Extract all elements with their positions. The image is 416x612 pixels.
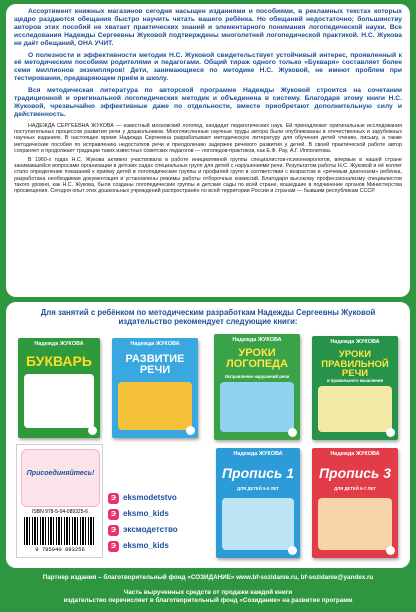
book-cover-uroki-logopeda [214, 334, 300, 440]
bio-paragraph: В 1960-х годах Н.С. Жукова активно участвовала в работе инициативной группы специалистов-психоневрологов, впервые в нашей стране занимавшейся вопросами организации в детских садах специальных групп для детей с нарушениями речи. Результатом работы Н.С. Жуковой и её коллег стало определение показаний к приёму детей в логопедические группы и профилей групп в соответствии с возрастом и «речевым диагнозом» ребёнка, разработана необходимая документация и установлены режимы работы отборочных комиссий. Благодаря высокому профессионализму специалистов такого уровня, как Н.С. Жукова, были созданы логопедические группы и детские сады по всей стране, вошедшие в подчинение органов Министерства просвещения. Сегодня опыт этих дошкольных учреждений распространён по всей территории России и странам — бывшим республикам СССР. [14, 156, 402, 195]
publisher-logo-icon [386, 428, 395, 437]
book-title: Пропись 3 [318, 465, 392, 481]
donation-line: Часть вырученных средств от продажи каждой книги [123, 589, 293, 596]
social-link[interactable] [108, 492, 208, 506]
book-illustration [318, 386, 392, 432]
barcode [24, 517, 96, 545]
barcode-number: 9 785040 893256 [35, 546, 85, 553]
book-illustration [24, 374, 94, 428]
book-illustration [318, 498, 392, 550]
donation-line: издательство перечисляет в благотворительный фонд «Созидание» на развитие программ [63, 597, 353, 604]
book-illustration [220, 382, 294, 432]
book-title: РАЗВИТИЕ РЕЧИ [125, 353, 185, 376]
book-author: Надежда ЖУКОВА [232, 337, 282, 343]
eksmo-logo-icon: Э [108, 493, 119, 504]
book-title: УРОКИ ЛОГОПЕДА [226, 347, 288, 370]
book-subtitle: ДЛЯ ДЕТЕЙ 5-6 ЛЕТ [237, 486, 279, 491]
social-link[interactable] [108, 524, 208, 538]
intro-paragraph: Вся методическая литература по авторской программе Надежды Жуковой строится на сочетании традиционной и оригинальной логопедических методик и объединена в систему. Благодаря этому книги Н.С. Жуковой, чрезвычайно эффективные даже по отдельности, вместе приобретают дополнительную силу и действенность. [14, 87, 402, 118]
book-cover-propis-3 [312, 448, 398, 558]
intro-paragraph: О полезности и эффективности методик Н.С. Жуковой свидетельствует устойчивый интерес, проявленный к её методическим пособиям родителями и педагогами. Общий тираж одного только «Букваря» составляет более семи миллионов экземпляров! Дети, занимающиеся по методике Н.С. Жуковой, не имеют проблем при тестировании, предваряющем приём в школу. [14, 51, 402, 83]
eksmo-logo-icon: Э [108, 509, 119, 520]
bio-paragraph: НАДЕЖДА СЕРГЕЕВНА ЖУКОВА — известный московский логопед, кандидат педагогических наук. Ей принадлежат оригинальные исследования поступательных процессов развития речи у дошкольников. Многочисленные научные труды автора были опубликованы в отечественных и зарубежных научных изданиях. В настоящее время Надежда Сергеевна разрабатывает методическую литературу для обучения детей чтению, письму, а также методические пособия по исправлению недостатков речи и преодолению задержек речевого развития у детей. В своей практической работе автор сохраняет и продолжает традиции таких известных советских педагогов — логопедов-практиков, как Е.Ф. Рау, А.Г. Ипполитова. [14, 122, 402, 155]
recommend-heading: Для занятий с ребёнком по методическим разработкам Надежды Сергеевны Жуковой издательство рекомендует следующие книги: [40, 308, 376, 327]
publisher-logo-icon [288, 428, 297, 437]
partner-line: Партнер издания – благотворительный фонд «СОЗИДАНИЕ» www.bf-sozidanie.ru, bf-sozidanie@yandex.ru [42, 574, 374, 581]
social-handle: eksmodetstvo [123, 493, 177, 502]
book-author: Надежда ЖУКОВА [130, 341, 180, 347]
book-illustration [222, 498, 294, 550]
publisher-logo-icon [88, 426, 97, 435]
eksmo-logo-icon: Э [108, 541, 119, 552]
book-cover-razvitie-rechi [112, 338, 198, 438]
social-handle: eksmo_kids [123, 541, 169, 550]
book-cover-uroki-pravilnoy-rechi [312, 336, 398, 440]
book-subtitle: и правильного мышления [326, 378, 384, 383]
author-info-panel [6, 4, 410, 297]
social-link[interactable] [108, 508, 208, 522]
book-author: Надежда ЖУКОВА [34, 341, 84, 347]
book-cover-bukvar [18, 338, 100, 438]
isbn-text: ISBN 978-5-04-089325-6 [32, 509, 88, 515]
social-link[interactable] [108, 540, 208, 554]
publisher-logo-icon [386, 546, 395, 555]
book-illustration [118, 382, 192, 430]
join-text: Присоединяйтесь! [26, 470, 95, 477]
publisher-logo-icon [288, 546, 297, 555]
book-author: Надежда ЖУКОВА [330, 339, 380, 345]
intro-paragraph: Ассортимент книжных магазинов сегодня насыщен изданиями и пособиями, в рекламных текстах которых щедро раздаются обещания быстро научить читать вашего ребёнка. Но обещаний недостаточно; большинству авторов этих пособий не хватает практических знаний и элементарного понимания логопедической науки. Все исследования Надежды Сергеевны Жуковой подтверждены многолетней логопедической практикой. Н.С. Жукова не даёт обещаний, ОНА УЧИТ. [14, 8, 402, 47]
book-subtitle: Исправление нарушений речи [224, 374, 290, 379]
book-subtitle: ДЛЯ ДЕТЕЙ 6-7 ЛЕТ [334, 486, 376, 491]
book-cover-propis-1 [216, 448, 300, 558]
book-title: БУКВАРЬ [26, 353, 92, 369]
publisher-logo-icon [186, 426, 195, 435]
book-title: Пропись 1 [221, 465, 295, 481]
book-title: УРОКИ ПРАВИЛЬНОЙ РЕЧИ [321, 349, 389, 379]
promo-card [16, 444, 103, 558]
social-handle: эксмодетство [123, 525, 178, 534]
book-author: Надежда ЖУКОВА [330, 451, 380, 457]
eksmo-logo-icon: Э [108, 525, 119, 536]
book-author: Надежда ЖУКОВА [233, 451, 283, 457]
social-handle: eksmo_kids [123, 509, 169, 518]
join-banner [21, 449, 100, 507]
donation-note [0, 589, 416, 605]
